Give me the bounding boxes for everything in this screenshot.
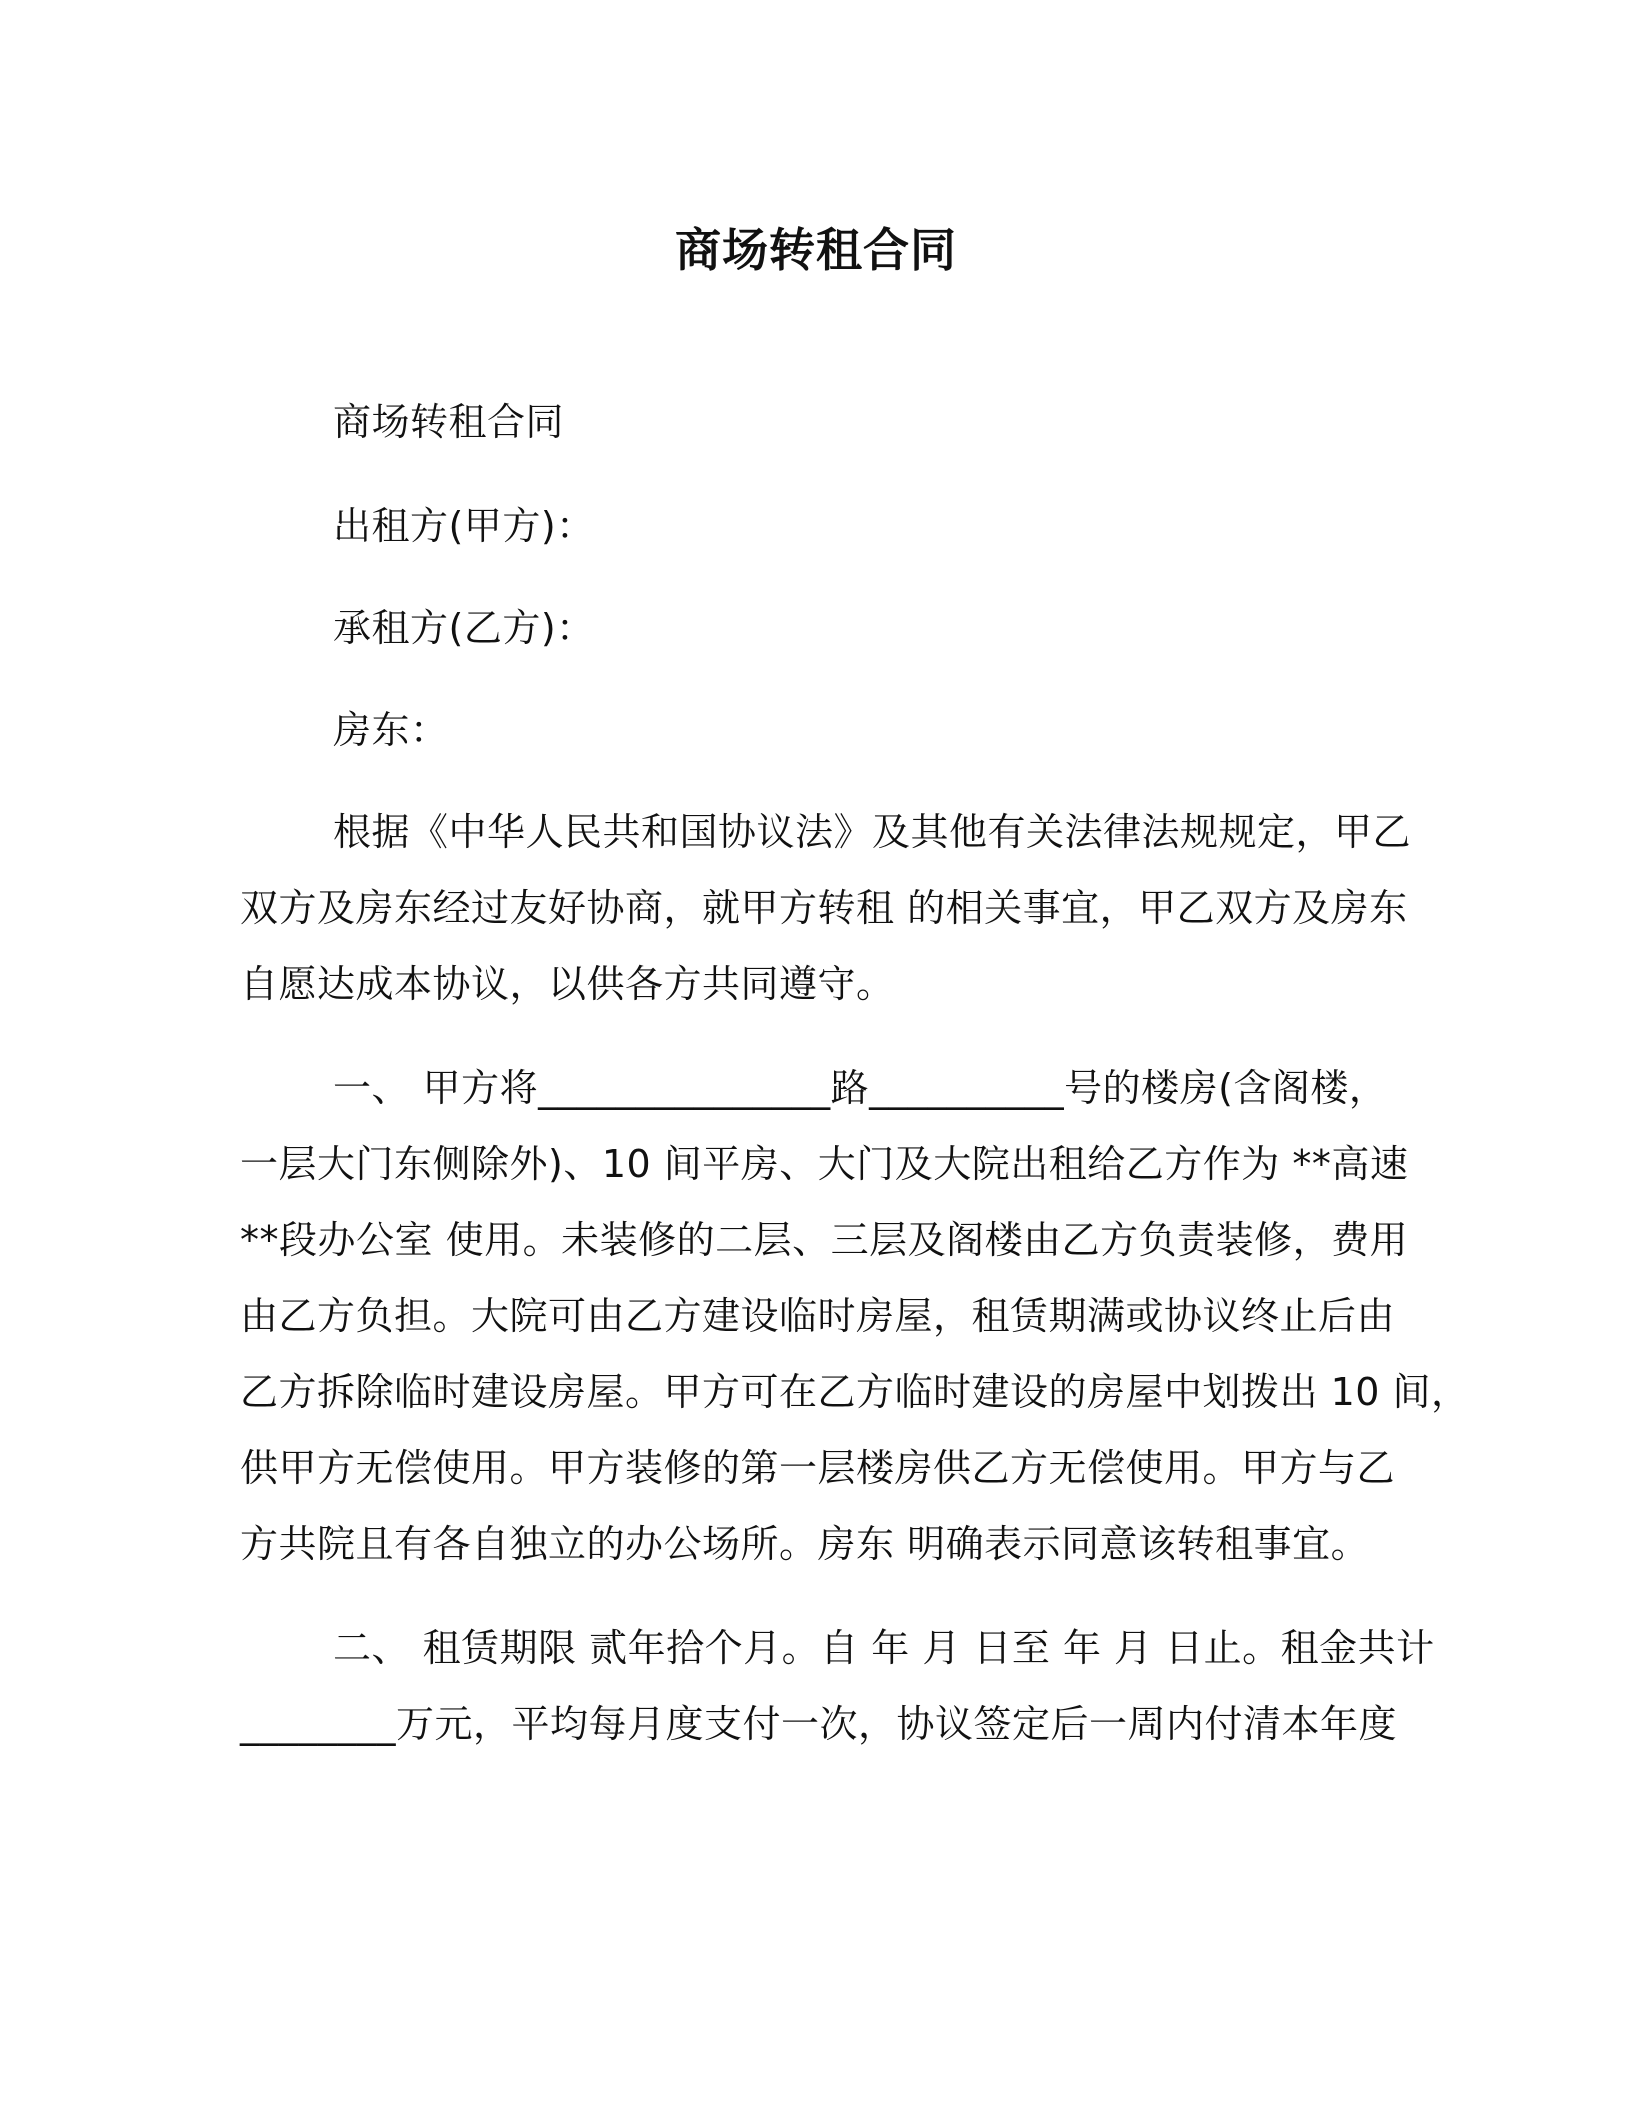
clause-1-line: 一、 甲方将_______________路__________号的楼房(含阁楼，: [333, 1066, 1388, 1110]
clause-1-line: 方共院且有各自独立的办公场所。房东 明确表示同意该转租事宜。: [240, 1522, 1370, 1566]
header-line-landlord: 房东：: [333, 708, 449, 752]
header-line-contract-name: 商场转租合同: [333, 400, 565, 444]
clause-2-line: ________万元，平均每月度支付一次，协议签定后一周内付清本年度: [240, 1702, 1398, 1746]
intro-paragraph-line: 根据《中华人民共和国协议法》及其他有关法律法规规定，甲乙: [333, 810, 1412, 854]
clause-1-line: **段办公室 使用。未装修的二层、三层及阁楼由乙方负责装修，费用: [240, 1218, 1409, 1262]
clause-1-line: 由乙方负担。大院可由乙方建设临时房屋，租赁期满或协议终止后由: [240, 1294, 1396, 1338]
intro-paragraph-line: 自愿达成本协议，以供各方共同遵守。: [240, 962, 895, 1006]
clause-2-line: 二、 租赁期限 贰年拾个月。自 年 月 日至 年 月 日止。租金共计: [333, 1626, 1435, 1670]
clause-1-line: 一层大门东侧除外)、10 间平房、大门及大院出租给乙方作为 **高速: [240, 1142, 1409, 1186]
header-line-lessee: 承租方(乙方)：: [333, 606, 595, 650]
clause-1-line: 乙方拆除临时建设房屋。甲方可在乙方临时建设的房屋中划拨出 10 间，: [240, 1370, 1470, 1414]
intro-paragraph-line: 双方及房东经过友好协商，就甲方转租 的相关事宜，甲乙双方及房东: [240, 886, 1408, 930]
clause-1-line: 供甲方无偿使用。甲方装修的第一层楼房供乙方无偿使用。甲方与乙: [240, 1446, 1396, 1490]
document-title: 商场转租合同: [675, 223, 957, 277]
header-line-lessor: 出租方(甲方)：: [333, 504, 595, 548]
